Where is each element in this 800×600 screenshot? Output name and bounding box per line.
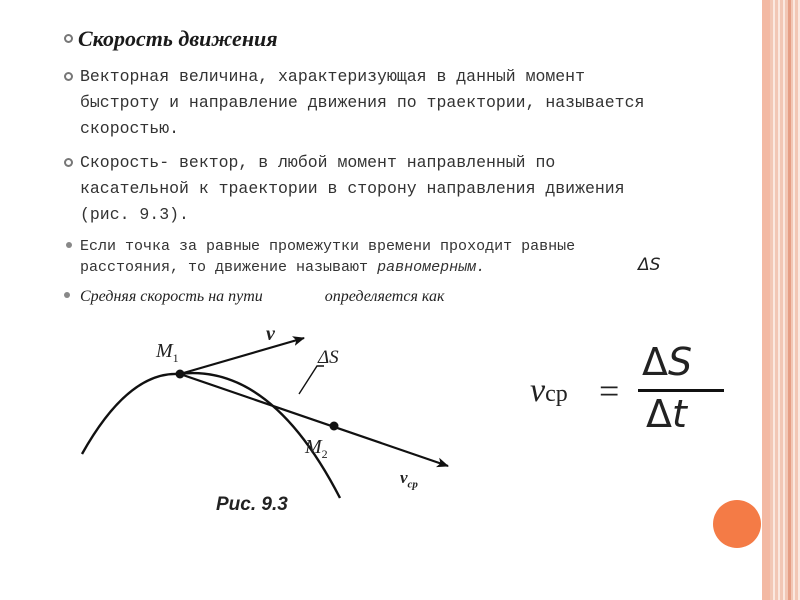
bullet-icon [64,34,73,43]
point-m1 [176,370,185,379]
arc-label-leader [299,366,324,394]
formula-symbol: v [530,372,546,409]
trajectory-diagram [70,318,470,523]
paragraph-text: Средняя скорость на пути [80,288,263,305]
decorative-circle [713,500,761,548]
point-m1-label [156,340,179,366]
emphasis-term: равномерным. [377,259,486,276]
slide-heading: Скорость движения [78,26,278,51]
figure-caption: Рис. 9.3 [216,494,288,515]
paragraph-line: быстроту и направление движения по траектории, называется [80,93,645,112]
paragraph-line: (рис. 9.3). [80,205,189,224]
formula-equals: = [599,371,620,411]
arc-length-label: ΔS [318,347,339,368]
paragraph-line [80,257,575,278]
decorative-border-pattern [770,0,800,600]
paragraph-average-speed [80,288,444,306]
decorative-border-line [788,0,791,600]
average-velocity-label [400,468,418,490]
paragraph-definition [80,64,644,142]
paragraph-velocity-vector [80,150,625,228]
delta-s-symbol: ΔS [638,255,661,275]
delta-symbol: Δ [642,340,668,384]
decorative-border-stripe [762,0,770,600]
delta-symbol: Δ [646,392,672,436]
point-m2-label [305,436,328,462]
formula-lhs [530,372,568,410]
vector-index: ср [407,478,418,491]
velocity-label: v [266,323,275,345]
bullet-icon [64,72,73,81]
point-index: 1 [172,351,179,365]
vector-letter: v [400,468,408,487]
average-speed-formula [530,340,730,440]
point-letter: M [156,340,173,362]
paragraph-line: скоростью. [80,119,180,138]
formula-denominator [646,392,687,436]
paragraph-line: касательной к траектории в сторону направления движения [80,179,625,198]
formula-subscript: ср [545,381,568,407]
point-index: 2 [321,447,328,461]
paragraph-line: Скорость- вектор, в любой момент направленный по [80,153,556,172]
bullet-icon [64,158,73,167]
formula-variable: t [672,392,687,436]
bullet-icon [66,242,72,248]
paragraph-line: Векторная величина, характеризующая в данный момент [80,67,585,86]
paragraph-uniform-motion [80,236,575,278]
velocity-vector [180,338,304,374]
bullet-icon [64,292,70,298]
paragraph-text: определяется как [324,288,445,305]
point-letter: M [305,436,322,458]
point-m2 [330,422,339,431]
trajectory-curve [82,373,340,498]
paragraph-line: Если точка за равные промежутки времени проходит равные [80,238,576,255]
paragraph-text: расстояния, то движение называют [80,259,378,276]
formula-variable: S [668,340,693,384]
formula-numerator [642,340,692,384]
